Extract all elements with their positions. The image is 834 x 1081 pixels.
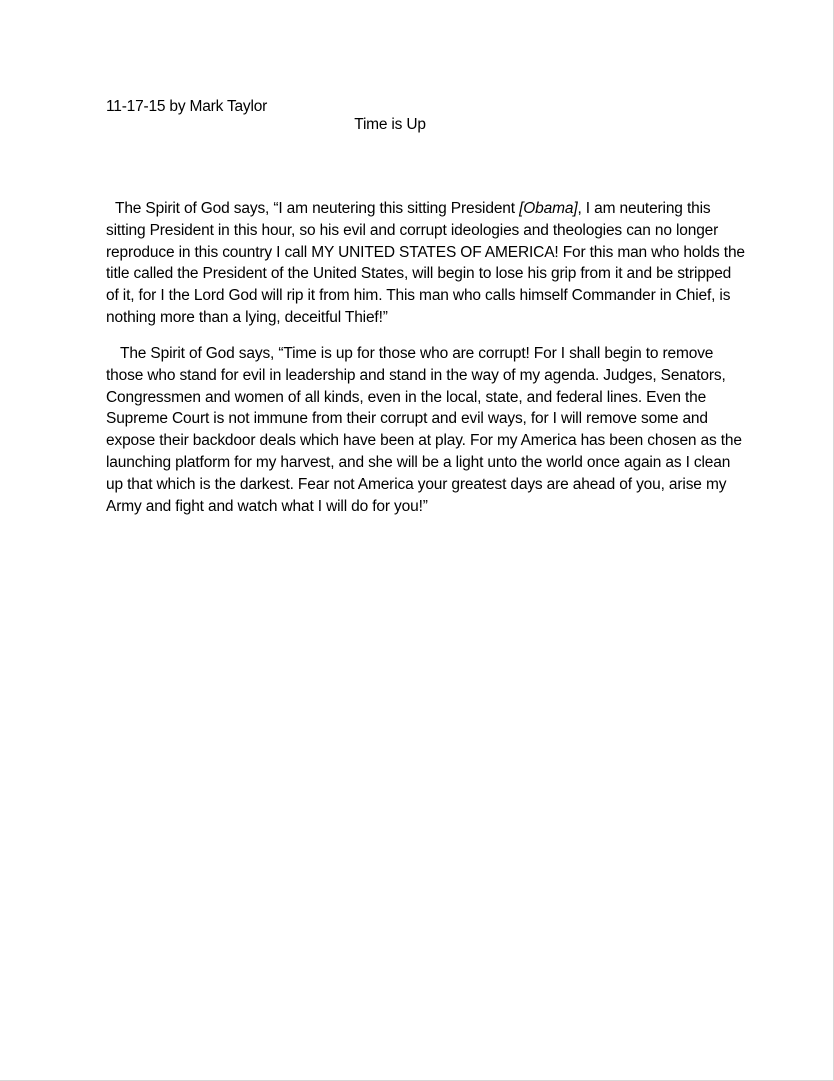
paragraph-1-italic-text: [Obama] — [519, 200, 578, 217]
document-title: Time is Up — [354, 116, 426, 133]
paragraph-2-text: The Spirit of God says, “Time is up for those who are corrupt! For I shall begin to remove those who stand for evil in leadership and stand in the way of my agenda. Judges, Senators, Congressmen and women of all kinds, even in the local, state, and federal lines. Even the Supreme Court is not immune from their corrupt and evil ways, for I will remove some and expose their backdoor deals which have been at play. For my America has been chosen as the launching platform for my harvest, and she will be a light unto the world once again as I clean up that which is the darkest. Fear not America your greatest days are ahead of you, arise my Army and fight and watch what I will do for you!” — [106, 345, 742, 515]
paragraph-1-text-start: The Spirit of God says, “I am neutering this sitting President — [115, 200, 520, 217]
paragraph-1 — [106, 198, 746, 329]
paragraph-1-text-end: , I am neutering this sitting President in this hour, so his evil and corrupt ideologies and theologies can no longer reproduce in this country I call MY UNITED STATES OF AMERICA! For this man who holds the title called the President of the United States, will begin to lose his grip from it and be stripped of it, for I the Lord God will rip it from him. This man who calls himself Commander in Chief, is nothing more than a lying, deceitful Thief!” — [106, 200, 745, 326]
byline: 11-17-15 by Mark Taylor — [106, 98, 268, 115]
paragraph-2 — [106, 343, 746, 517]
